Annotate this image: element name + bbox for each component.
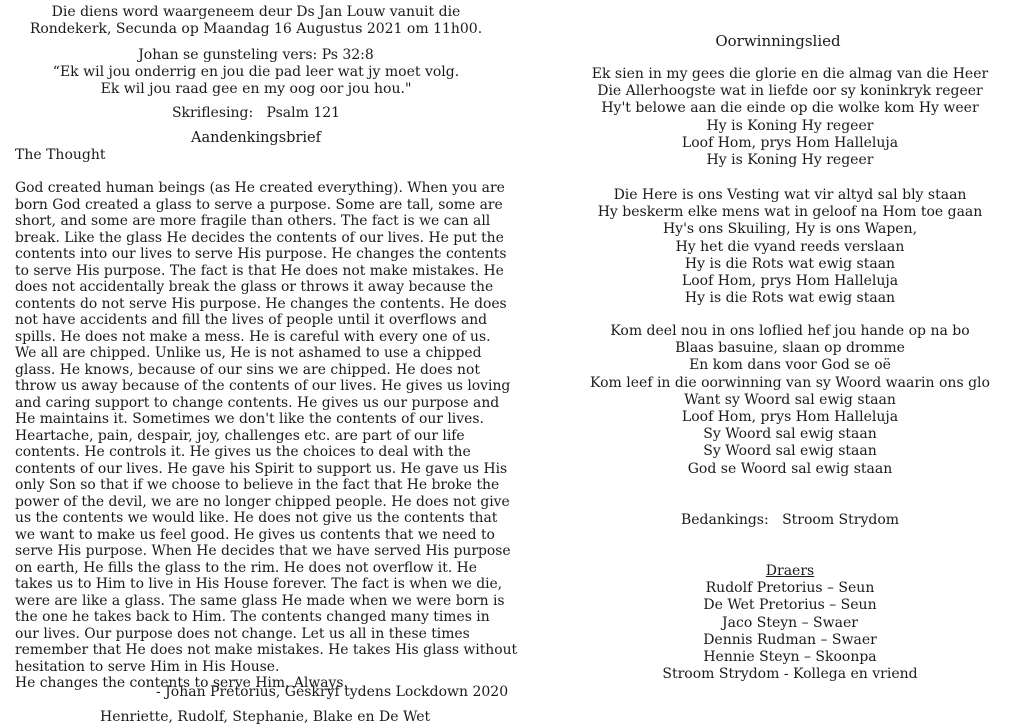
thought-line: only Son so that if we choose to believe in the fact that He broke the: [15, 477, 500, 493]
family-names: Henriette, Rudolf, Stephanie, Blake en De Wet: [100, 709, 431, 725]
bearer-name: De Wet Pretorius – Seun: [703, 597, 877, 614]
lyric-line: Blaas basuine, slaan op dromme: [675, 340, 905, 357]
thought-line: He changes the contents to serve Him. Always.: [15, 675, 348, 691]
thought-line: Heartache, pain, despair, joy, challenges etc. are part of our life: [15, 427, 465, 444]
lyric-line: Die Here is ons Vesting wat vir altyd sal bly staan: [613, 187, 967, 203]
pallbearers: [512, 563, 1024, 683]
lyric-line: Hy beskerm elke mens wat in geloof na Hom toe gaan: [597, 204, 983, 221]
bearer-name: Rudolf Pretorius – Seun: [705, 580, 875, 597]
bearer-name: Hennie Steyn – Skoonpa: [703, 649, 877, 666]
memorial-letter-title: Aandenkingsbrief: [191, 130, 321, 146]
bearer-name: Stroom Strydom - Kollega en vriend: [662, 666, 918, 683]
lyric-line: Sy Woord sal ewig staan: [703, 443, 877, 460]
thought-line: short, and some are more fragile than others. The fact is we can all: [15, 213, 491, 229]
favourite-verse: [0, 47, 512, 98]
thought-line: We all are chipped. Unlike us, He is not ashamed to use a chipped: [15, 345, 482, 361]
lyric-line: Die Allerhoogste wat in liefde oor sy koninkryk regeer: [597, 83, 983, 100]
lyric-line: Hy's ons Skuiling, Hy is ons Wapen,: [662, 221, 918, 238]
thought-title: The Thought: [15, 147, 106, 163]
thought-line: we want to make us feel good. He gives us contents that we need to: [15, 526, 495, 543]
thought-line: born God created a glass to serve a purpose. Some are tall, some are: [15, 196, 503, 213]
thanks-label: Bedankings:: [680, 512, 769, 528]
lyric-line: Hy is die Rots wat ewig staan: [684, 255, 896, 272]
lyric-line: Kom leef in die oorwinning van sy Woord waarin ons glo: [590, 374, 990, 391]
thought-line: power of the devil, we are no longer chipped people. He does not give: [15, 493, 510, 510]
thought-line: our lives. Our purpose does not change. Let us all in these times: [15, 625, 470, 642]
thought-line: throw us away because of the contents of our lives. He gives us loving: [15, 378, 511, 394]
thought-line: on earth, He fills the glass to the rim. He does not overflow it. He: [15, 559, 477, 576]
verse-text: Ek wil jou raad gee en my oog oor jou hou.": [100, 81, 412, 97]
lyric-line: Hy het die vyand reeds verslaan: [675, 238, 905, 255]
right-page: [512, 0, 1024, 728]
thought-line: contents do not serve His purpose. He changes the contents. He does: [15, 295, 507, 312]
thought-line: contents of our lives. He gave his Spirit to support us. He gave us His: [15, 460, 508, 477]
lyric-line: Hy is Koning Hy regeer: [706, 117, 874, 134]
signature: - Johan Pretorius, Geskryf tydens Lockdown 2020: [156, 684, 509, 700]
lyric-line: Loof Hom, prys Hom Halleluja: [681, 134, 899, 151]
thought-line: serve His purpose. When He decides that we have served His purpose: [15, 543, 511, 559]
song-stanza-3: [512, 323, 1024, 478]
thought-line: takes us to Him to live in His House forever. The fact is when we die,: [15, 576, 503, 592]
scripture-reading: [0, 105, 512, 122]
lyric-line: Loof Hom, prys Hom Halleluja: [681, 409, 899, 426]
lyric-line: Kom deel nou in ons loflied hef jou hande op na bo: [610, 323, 970, 339]
lyric-line: God se Woord sal ewig staan: [687, 460, 893, 477]
lyric-line: Loof Hom, prys Hom Halleluja: [681, 273, 899, 290]
thought-line: God created human beings (as He created everything). When you are: [15, 180, 505, 196]
service-line: Die diens word waargeneem deur Ds Jan Louw vanuit die: [51, 4, 461, 20]
thought-line: to serve His purpose. The fact is that He does not make mistakes. He: [15, 262, 504, 279]
verse-text: “Ek wil jou onderrig en jou die pad leer wat jy moet volg.: [52, 64, 460, 80]
bearers-title: Draers: [765, 563, 815, 579]
bearer-name: Jaco Steyn – Swaer: [722, 614, 858, 631]
song-stanza-2: [512, 187, 1024, 307]
song-title: Oorwinningslied: [715, 32, 841, 50]
reading-label: Skriflesing:: [171, 105, 254, 121]
thought-line: break. Like the glass He decides the contents of our lives. He put the: [15, 229, 504, 246]
service-line: Rondekerk, Secunda op Maandag 16 Augustus 2021 om 11h00.: [29, 21, 483, 37]
thought-line: the one he takes back to Him. The contents changed many times in: [15, 609, 490, 625]
thanks-value: Stroom Strydom: [782, 512, 900, 528]
thought-line: remember that He does not make mistakes. He takes His glass without: [15, 642, 518, 658]
thought-line: us the contents we would like. He does not give us the contents that: [15, 510, 498, 526]
reading-value: Psalm 121: [266, 105, 341, 121]
thought-line: He maintains it. Sometimes we don't like the contents of our lives.: [15, 411, 484, 427]
acknowledgements: [512, 512, 1024, 529]
verse-intro: Johan se gunsteling vers: Ps 32:8: [138, 47, 374, 63]
bearer-name: Dennis Rudman – Swaer: [703, 631, 877, 648]
thought-line: and caring support to change contents. He gives us our purpose and: [15, 394, 500, 411]
thought-line: spills. He does not make a mess. He is careful with every one of us.: [15, 328, 491, 345]
thought-line: were are like a glass. The same glass He made when we were born is: [15, 592, 505, 609]
thought-line: not have accidents and fill the lives of people until it overflows and: [15, 312, 488, 328]
thought-line: glass. He knows, because of our sins we are chipped. He does not: [15, 361, 480, 378]
thought-line: does not accidentally break the glass or throws it away because the: [15, 279, 494, 295]
lyric-line: Want sy Woord sal ewig staan: [684, 391, 896, 408]
thought-line: hesitation to serve Him in His House.: [15, 658, 280, 675]
lyric-line: Hy is die Rots wat ewig staan: [684, 290, 896, 307]
lyric-line: Sy Woord sal ewig staan: [703, 426, 877, 443]
lyric-line: Hy is Koning Hy regeer: [706, 152, 874, 169]
lyric-line: Ek sien in my gees die glorie en die almag van die Heer: [591, 66, 989, 82]
thought-line: contents. He controls it. He gives us the choices to deal with the: [15, 444, 471, 460]
thought-line: contents into our lives to serve His purpose. He changes the contents: [15, 246, 507, 262]
song-stanza-1: [512, 66, 1024, 169]
service-details: [0, 4, 512, 38]
lyric-line: En kom dans voor God se oë: [689, 357, 891, 374]
lyric-line: Hy't belowe aan die einde op die wolke kom Hy weer: [601, 100, 979, 117]
